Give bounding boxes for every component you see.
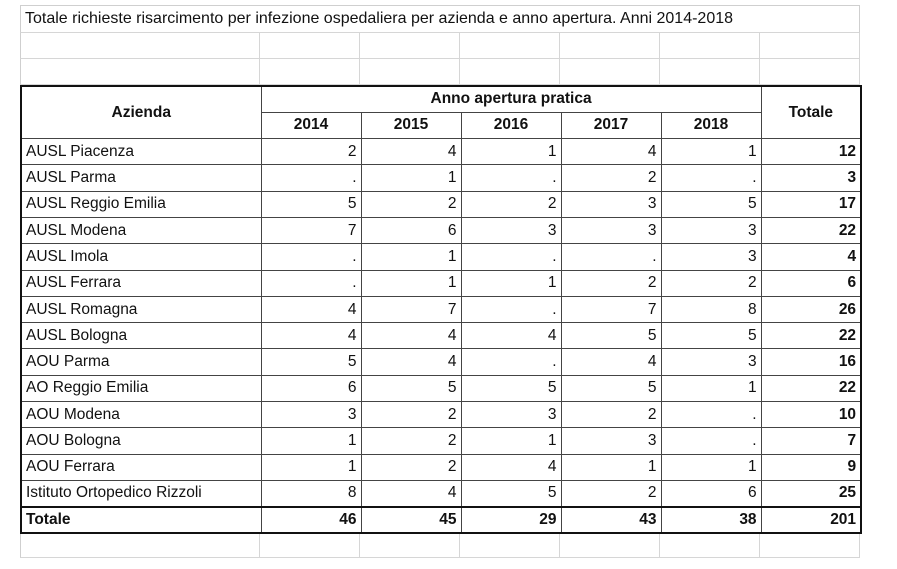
azienda-name: AOU Bologna	[21, 428, 261, 454]
header-year: 2017	[561, 112, 661, 138]
row-total-cell: 22	[761, 217, 861, 243]
total-label: Totale	[21, 507, 261, 533]
year-value-cell: 3	[561, 217, 661, 243]
year-value-cell: 5	[661, 323, 761, 349]
year-value-cell: .	[461, 165, 561, 191]
year-value-cell: 4	[361, 139, 461, 165]
azienda-name: AUSL Parma	[21, 165, 261, 191]
year-value-cell: 4	[261, 296, 361, 322]
year-value-cell: 1	[361, 165, 461, 191]
table-row	[21, 323, 861, 349]
row-total-cell: 16	[761, 349, 861, 375]
header-year: 2014	[261, 112, 361, 138]
year-value-cell: 3	[461, 217, 561, 243]
year-value-cell: 5	[661, 191, 761, 217]
year-value-cell: 5	[261, 349, 361, 375]
year-value-cell: 6	[661, 480, 761, 506]
year-value-cell: .	[661, 165, 761, 191]
year-value-cell: 5	[261, 191, 361, 217]
year-value-cell: 8	[261, 480, 361, 506]
year-value-cell: 38	[661, 507, 761, 533]
azienda-name: AOU Modena	[21, 402, 261, 428]
table-row	[21, 375, 861, 401]
row-total-cell: 25	[761, 480, 861, 506]
year-value-cell: 5	[561, 375, 661, 401]
year-value-cell: 4	[561, 139, 661, 165]
row-total-cell: 201	[761, 507, 861, 533]
year-value-cell: 2	[361, 191, 461, 217]
table-row	[21, 139, 861, 165]
row-total-cell: 7	[761, 428, 861, 454]
row-total-cell: 6	[761, 270, 861, 296]
row-total-cell: 12	[761, 139, 861, 165]
year-value-cell: 4	[361, 480, 461, 506]
year-value-cell: 1	[361, 270, 461, 296]
year-value-cell: 5	[461, 375, 561, 401]
year-value-cell: 29	[461, 507, 561, 533]
row-total-cell: 9	[761, 454, 861, 480]
total-row	[21, 507, 861, 533]
year-value-cell: 2	[261, 139, 361, 165]
year-value-cell: 4	[561, 349, 661, 375]
year-value-cell: .	[261, 270, 361, 296]
year-value-cell: 1	[261, 428, 361, 454]
year-value-cell: 2	[361, 402, 461, 428]
azienda-name: AO Reggio Emilia	[21, 375, 261, 401]
row-total-cell: 10	[761, 402, 861, 428]
azienda-name: AOU Ferrara	[21, 454, 261, 480]
year-value-cell: 2	[561, 165, 661, 191]
year-value-cell: 4	[461, 454, 561, 480]
year-value-cell: 3	[561, 428, 661, 454]
year-value-cell: 43	[561, 507, 661, 533]
year-value-cell: 2	[561, 402, 661, 428]
year-value-cell: 3	[661, 217, 761, 243]
row-total-cell: 17	[761, 191, 861, 217]
table-row	[21, 402, 861, 428]
header-azienda: Azienda	[21, 86, 261, 139]
year-value-cell: 3	[661, 244, 761, 270]
year-value-cell: 1	[461, 139, 561, 165]
table-title: Totale richieste risarcimento per infezione ospedaliera per azienda e anno apertura. Anni 2014-2018	[20, 5, 860, 33]
year-value-cell: .	[261, 244, 361, 270]
azienda-name: AUSL Romagna	[21, 296, 261, 322]
year-value-cell: 1	[261, 454, 361, 480]
header-totale: Totale	[761, 86, 861, 139]
table-row	[21, 217, 861, 243]
year-value-cell: 3	[561, 191, 661, 217]
azienda-name: AUSL Modena	[21, 217, 261, 243]
table-row	[21, 480, 861, 506]
year-value-cell: 4	[361, 323, 461, 349]
blank-row	[20, 59, 860, 85]
table-row	[21, 296, 861, 322]
row-total-cell: 22	[761, 375, 861, 401]
year-value-cell: .	[261, 165, 361, 191]
claims-table	[20, 85, 862, 534]
year-value-cell: 1	[661, 139, 761, 165]
year-value-cell: .	[661, 428, 761, 454]
table-row	[21, 428, 861, 454]
spreadsheet	[20, 5, 860, 558]
year-value-cell: 7	[361, 296, 461, 322]
year-value-cell: .	[661, 402, 761, 428]
year-value-cell: 4	[361, 349, 461, 375]
year-value-cell: 1	[661, 375, 761, 401]
table-row	[21, 270, 861, 296]
azienda-name: AUSL Imola	[21, 244, 261, 270]
year-value-cell: 6	[261, 375, 361, 401]
row-total-cell: 4	[761, 244, 861, 270]
year-value-cell: 1	[361, 244, 461, 270]
year-value-cell: 2	[361, 454, 461, 480]
blank-row	[20, 534, 860, 558]
year-value-cell: 6	[361, 217, 461, 243]
azienda-name: AUSL Piacenza	[21, 139, 261, 165]
header-year: 2016	[461, 112, 561, 138]
azienda-name: AUSL Bologna	[21, 323, 261, 349]
table-row	[21, 191, 861, 217]
year-value-cell: 3	[461, 402, 561, 428]
azienda-name: Istituto Ortopedico Rizzoli	[21, 480, 261, 506]
azienda-name: AUSL Reggio Emilia	[21, 191, 261, 217]
year-value-cell: 5	[461, 480, 561, 506]
year-value-cell: 2	[461, 191, 561, 217]
row-total-cell: 3	[761, 165, 861, 191]
year-value-cell: 2	[561, 270, 661, 296]
azienda-name: AOU Parma	[21, 349, 261, 375]
year-value-cell: 7	[261, 217, 361, 243]
year-value-cell: .	[561, 244, 661, 270]
year-value-cell: 1	[561, 454, 661, 480]
year-value-cell: 2	[661, 270, 761, 296]
header-anno-apertura: Anno apertura pratica	[261, 86, 761, 112]
year-value-cell: .	[461, 296, 561, 322]
year-value-cell: 8	[661, 296, 761, 322]
year-value-cell: 1	[661, 454, 761, 480]
year-value-cell: 45	[361, 507, 461, 533]
year-value-cell: 1	[461, 270, 561, 296]
row-total-cell: 26	[761, 296, 861, 322]
year-value-cell: 4	[461, 323, 561, 349]
year-value-cell: 2	[361, 428, 461, 454]
year-value-cell: .	[461, 349, 561, 375]
table-row	[21, 454, 861, 480]
table-body	[21, 139, 861, 533]
table-row	[21, 349, 861, 375]
row-total-cell: 22	[761, 323, 861, 349]
year-value-cell: 3	[261, 402, 361, 428]
year-value-cell: 5	[561, 323, 661, 349]
year-value-cell: 46	[261, 507, 361, 533]
table-row	[21, 244, 861, 270]
table-row	[21, 165, 861, 191]
year-value-cell: 3	[661, 349, 761, 375]
year-value-cell: .	[461, 244, 561, 270]
year-value-cell: 2	[561, 480, 661, 506]
header-year: 2015	[361, 112, 461, 138]
year-value-cell: 5	[361, 375, 461, 401]
blank-row	[20, 33, 860, 59]
year-value-cell: 7	[561, 296, 661, 322]
azienda-name: AUSL Ferrara	[21, 270, 261, 296]
header-year: 2018	[661, 112, 761, 138]
year-value-cell: 4	[261, 323, 361, 349]
year-value-cell: 1	[461, 428, 561, 454]
